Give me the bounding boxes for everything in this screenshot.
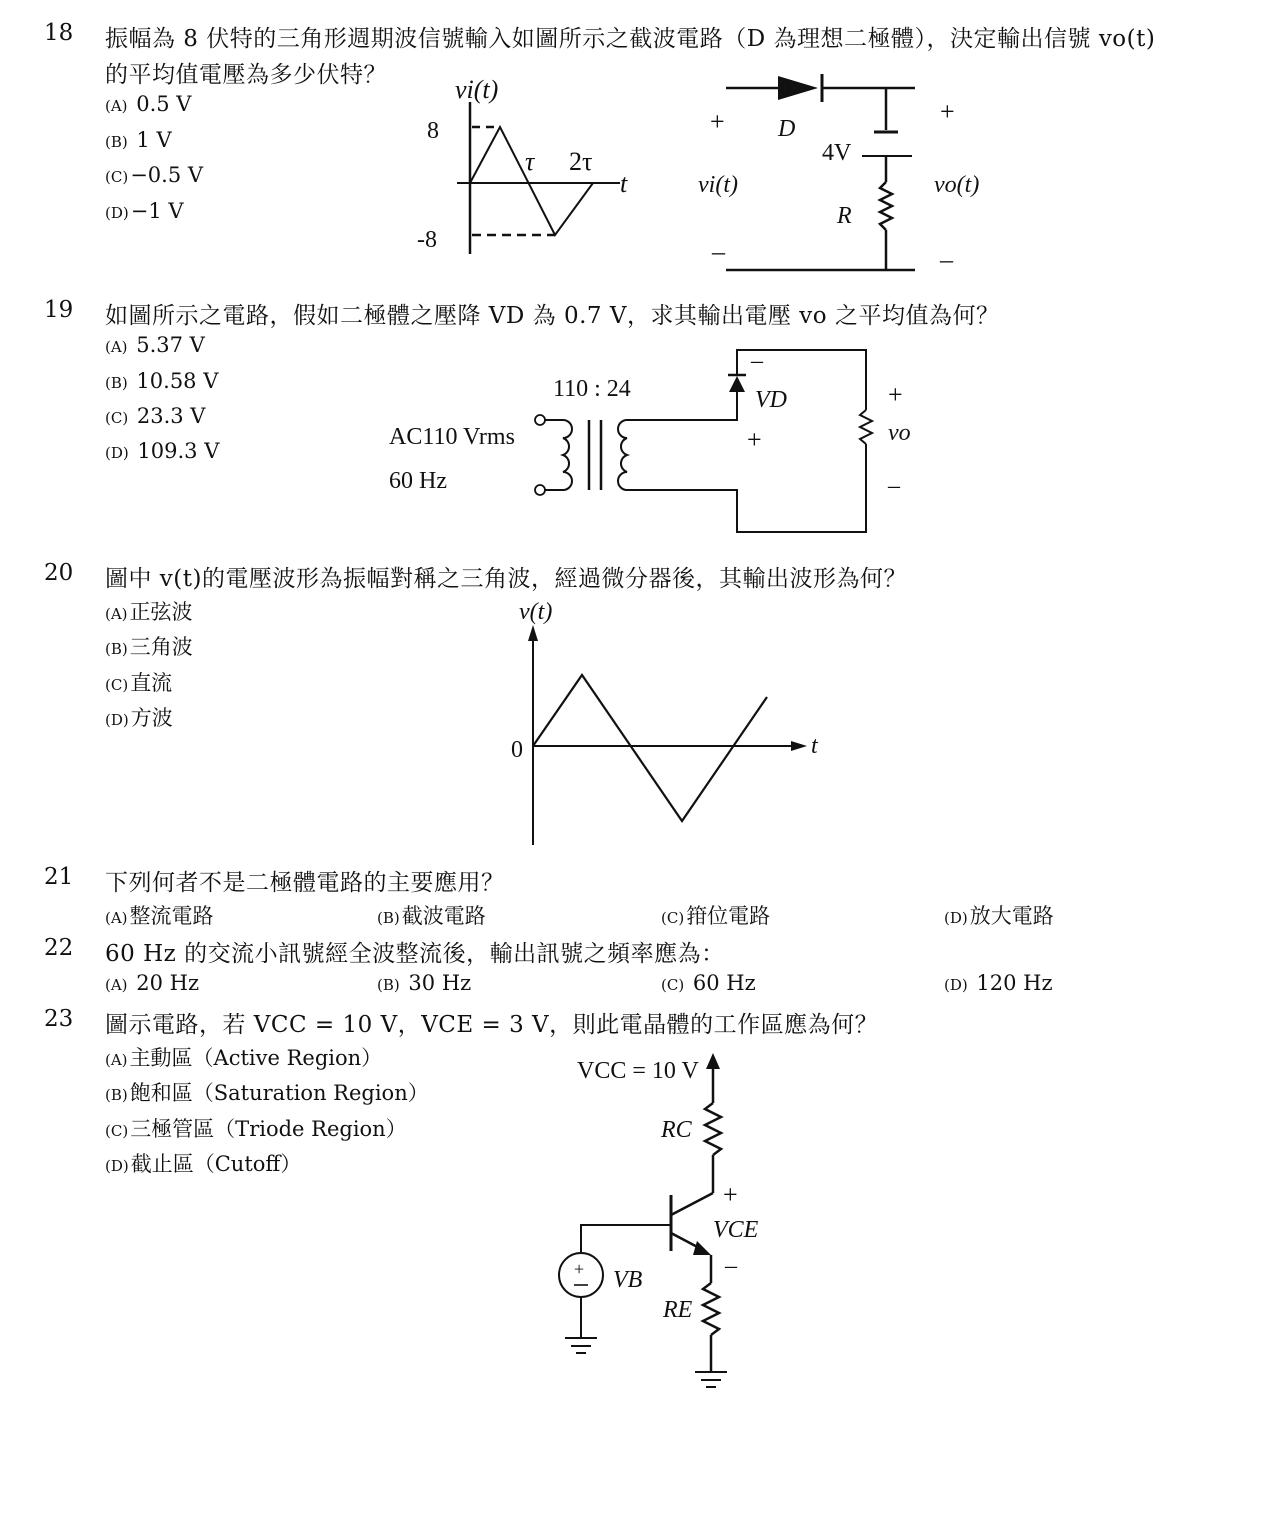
ratio-label: 110 : 24	[553, 376, 631, 402]
vout-label: vo(t)	[934, 172, 980, 198]
option-text: −0.5 V	[130, 163, 204, 187]
minus-label: –	[725, 1253, 737, 1279]
option-c[interactable]	[105, 1113, 407, 1143]
rectifier-circuit	[385, 340, 925, 540]
option-label: (C)	[105, 1122, 129, 1140]
option-label: (B)	[377, 909, 400, 927]
vo-label: vo	[888, 420, 911, 446]
plus-left: +	[710, 107, 725, 136]
option-b[interactable]	[105, 369, 218, 393]
option-d[interactable]	[105, 1148, 301, 1178]
resistor-icon	[705, 1103, 721, 1155]
option-label: (C)	[105, 676, 129, 694]
option-a[interactable]	[105, 596, 193, 626]
option-text: −1 V	[130, 199, 184, 223]
option-label: (C)	[661, 976, 685, 994]
vb-label: VB	[613, 1267, 643, 1293]
option-text: 主動區（Active Region）	[129, 1046, 383, 1070]
vcc-label: VCC = 10 V	[577, 1058, 699, 1084]
option-a[interactable]	[105, 971, 199, 995]
rc-label: RC	[661, 1117, 692, 1143]
option-label: (D)	[105, 711, 129, 729]
option-text: 10.58 V	[136, 369, 219, 393]
question-text: 60 Hz 的交流小訊號經全波整流後，輸出訊號之頻率應為：	[105, 941, 725, 967]
resistor-label: R	[837, 203, 852, 229]
option-d[interactable]	[105, 199, 184, 223]
option-text: 截止區（Cutoff）	[130, 1152, 302, 1176]
resistor-icon	[703, 1283, 719, 1335]
option-b[interactable]	[377, 900, 486, 930]
option-label: (B)	[105, 374, 128, 392]
option-d[interactable]	[105, 702, 173, 732]
option-text: 109.3 V	[137, 439, 220, 463]
option-label: (D)	[944, 909, 968, 927]
option-c[interactable]	[661, 971, 756, 995]
option-text: 20 Hz	[136, 971, 200, 995]
minus-right: –	[940, 245, 953, 274]
question-text: 如圖所示之電路，假如二極體之壓降 VD 為 0.7 V，求其輸出電壓 vo 之平均值為何？	[105, 303, 1000, 329]
option-label: (B)	[105, 640, 128, 658]
minus-output: –	[888, 473, 900, 499]
option-text: 箝位電路	[686, 904, 771, 928]
wave-t-axis: t	[811, 733, 818, 759]
wave-bottom-value: -8	[417, 227, 437, 253]
svg-text:+: +	[574, 1259, 585, 1279]
option-label: (B)	[105, 133, 128, 151]
option-text: 1 V	[136, 128, 172, 152]
wave-ylabel: v(t)	[519, 599, 553, 625]
frequency-label: 60 Hz	[389, 468, 447, 494]
wave-ylabel: vi(t)	[455, 75, 499, 104]
option-label: (D)	[105, 1157, 129, 1175]
option-c[interactable]	[105, 667, 172, 697]
option-a[interactable]	[105, 333, 205, 357]
option-a[interactable]	[105, 1042, 382, 1072]
option-label: (C)	[661, 909, 685, 927]
option-c[interactable]	[661, 900, 770, 930]
option-label: (C)	[105, 409, 129, 427]
plus-label: +	[723, 1180, 738, 1209]
option-text: 0.5 V	[136, 92, 192, 116]
plus-diode: +	[747, 425, 762, 454]
question-number: 23	[44, 1006, 74, 1032]
resistor-icon	[880, 182, 892, 230]
terminal-icon	[535, 415, 545, 425]
question-text: 振幅為 8 伏特的三角形週期波信號輸入如圖所示之截波電路（D 為理想二極體），決定輸出信號 vo(t)	[105, 26, 1156, 52]
option-label: (D)	[105, 204, 129, 222]
option-label: (C)	[105, 168, 129, 186]
clipper-circuit	[690, 70, 990, 280]
option-label: (A)	[105, 976, 128, 994]
question-number: 19	[44, 297, 74, 323]
secondary-coil-icon	[618, 420, 627, 490]
diode-label: D	[778, 116, 796, 142]
question-number: 21	[44, 864, 74, 890]
option-text: 三角波	[129, 635, 193, 659]
option-label: (A)	[105, 909, 128, 927]
re-label: RE	[663, 1297, 693, 1323]
option-text: 直流	[130, 671, 173, 695]
option-label: (A)	[105, 97, 128, 115]
wave-tau: τ	[525, 147, 535, 176]
minus-left: –	[712, 237, 725, 266]
option-label: (D)	[105, 444, 129, 462]
option-text: 23.3 V	[136, 404, 206, 428]
arrow-up-icon	[528, 625, 538, 641]
triangle-wave-figure	[505, 595, 825, 855]
diode-icon	[778, 76, 818, 100]
emitter-arrow-icon	[693, 1241, 711, 1255]
wave-t-axis: t	[620, 169, 628, 198]
option-text: 截波電路	[401, 904, 486, 928]
option-a[interactable]	[105, 900, 214, 930]
option-label: (D)	[944, 976, 968, 994]
option-b[interactable]	[105, 631, 193, 661]
question-text: 圖示電路，若 VCC = 10 V，VCE = 3 V，則此電晶體的工作區應為何？	[105, 1012, 879, 1038]
question-number: 18	[44, 20, 74, 46]
vin-label: vi(t)	[698, 172, 738, 198]
option-text: 正弦波	[129, 600, 193, 624]
option-label: (A)	[105, 338, 128, 356]
option-label: (B)	[105, 1086, 128, 1104]
wave-top-value: 8	[427, 118, 439, 144]
option-text: 放大電路	[969, 904, 1054, 928]
triangle-wave-figure	[415, 72, 628, 257]
plus-output: +	[888, 380, 903, 409]
primary-coil-icon	[563, 420, 572, 490]
option-text: 整流電路	[129, 904, 214, 928]
wave-zero: 0	[511, 737, 523, 763]
option-b[interactable]	[105, 128, 172, 152]
option-text: 三極管區（Triode Region）	[130, 1117, 407, 1141]
option-b[interactable]	[377, 971, 471, 995]
question-text: 圖中 v(t)的電壓波形為振幅對稱之三角波，經過微分器後，其輸出波形為何？	[105, 566, 907, 592]
wave-2tau: 2τ	[569, 147, 593, 176]
option-text: 60 Hz	[692, 971, 756, 995]
vd-label: VD	[755, 387, 787, 413]
option-a[interactable]	[105, 92, 191, 116]
option-label: (A)	[105, 1051, 128, 1069]
resistor-icon	[860, 410, 872, 444]
transistor-circuit	[555, 1045, 815, 1405]
vce-label: VCE	[713, 1217, 759, 1243]
source-label: AC110 Vrms	[389, 424, 515, 450]
question-text: 下列何者不是二極體電路的主要應用？	[105, 870, 505, 896]
question-text-cont: 的平均值電壓為多少伏特？	[105, 62, 387, 88]
question-number: 22	[44, 935, 74, 961]
option-text: 5.37 V	[136, 333, 205, 357]
option-text: 30 Hz	[408, 971, 472, 995]
option-label: (A)	[105, 605, 128, 623]
option-b[interactable]	[105, 1077, 429, 1107]
arrow-right-icon	[791, 741, 807, 751]
arrow-up-icon	[706, 1053, 720, 1069]
plus-right: +	[940, 97, 955, 126]
terminal-icon	[535, 485, 545, 495]
option-text: 方波	[130, 706, 173, 730]
option-label: (B)	[377, 976, 400, 994]
option-d[interactable]	[944, 971, 1053, 995]
option-d[interactable]	[105, 439, 219, 463]
option-d[interactable]	[944, 900, 1054, 930]
question-number: 20	[44, 560, 74, 586]
minus-top: –	[751, 348, 763, 374]
option-c[interactable]	[105, 163, 203, 187]
battery-label: 4V	[822, 140, 852, 166]
option-c[interactable]	[105, 404, 205, 428]
option-text: 120 Hz	[976, 971, 1053, 995]
diode-icon	[729, 376, 745, 392]
option-text: 飽和區（Saturation Region）	[129, 1081, 429, 1105]
